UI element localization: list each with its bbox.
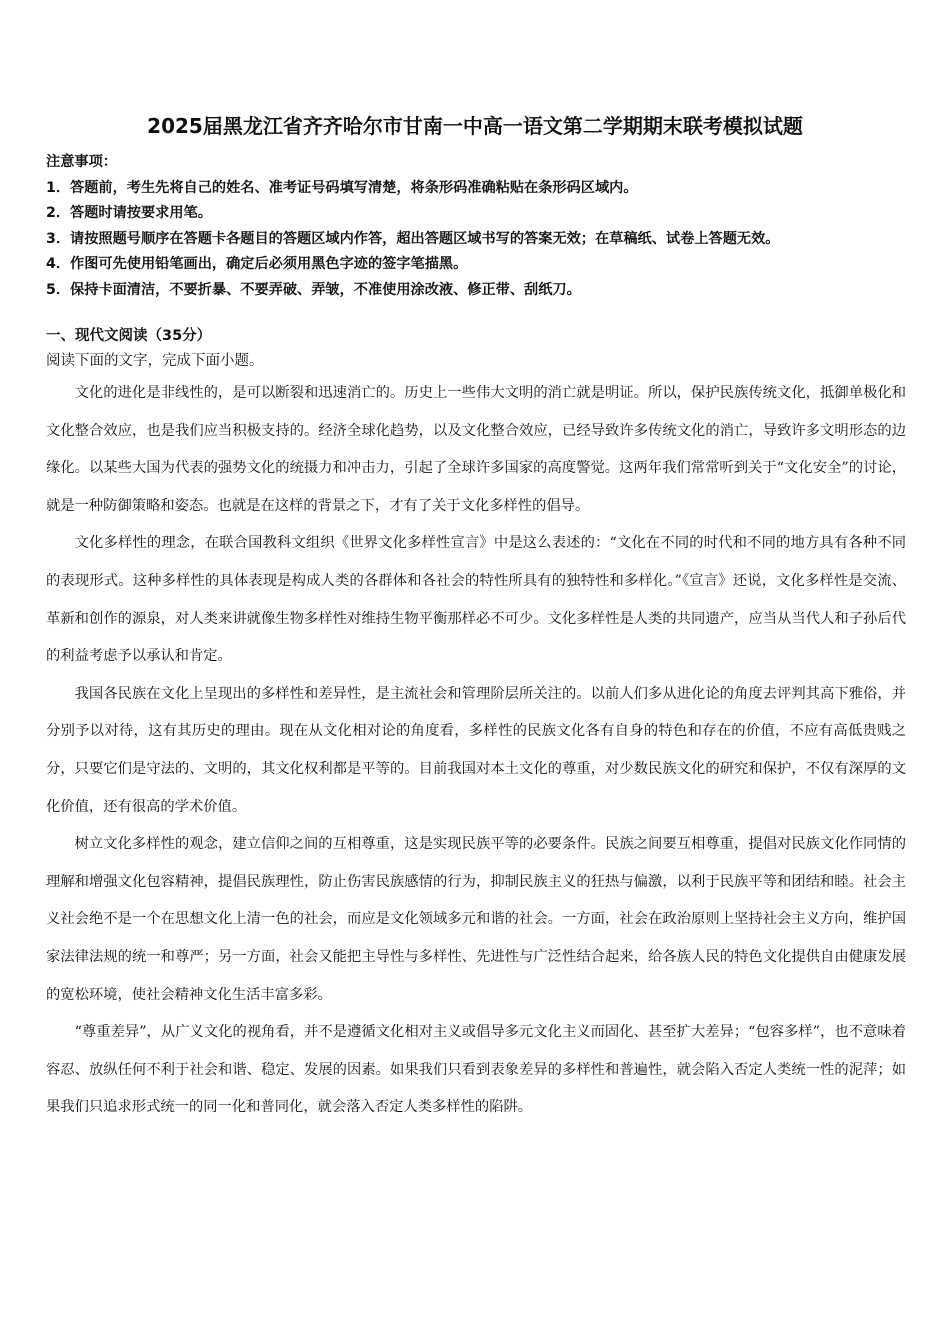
page-title: 2025届黑龙江省齐齐哈尔市甘南一中高一语文第二学期期末联考模拟试题 xyxy=(147,114,803,138)
reading-instruction: 阅读下面的文字，完成下面小题。 xyxy=(46,353,264,369)
notice-item: 4．作图可先使用铅笔画出，确定后必须用黑色字迹的签字笔描黑。 xyxy=(46,256,468,272)
notice-item: 1．答题前，考生先将自己的姓名、准考证号码填写清楚，将条形码准确粘贴在条形码区域内。 xyxy=(46,179,638,196)
passage-paragraph: 我国各民族在文化上呈现出的多样性和差异性，是主流社会和管理阶层所关注的。以前人们多从进化论的角度去评判其高下雅俗，并分别予以对待，这有其历史的理由。现在从文化相对论的角度看，多样性的民族文化各有自身的特色和存在的价值，不应有高低贵贱之分，只要它们是守法的、文明的，其文化权利都是平等的。目前我国对本土文化的尊重，对少数民族文化的研究和保护，不仅有深厚的文化价值，还有很高的学术价值。 xyxy=(46,685,906,815)
notice-item: 5．保持卡面清洁，不要折暴、不要弄破、弄皱，不准使用涂改液、修正带、刮纸刀。 xyxy=(46,281,581,298)
passage-paragraph: 文化的进化是非线性的，是可以断裂和迅速消亡的。历史上一些伟大文明的消亡就是明证。所以，保护民族传统文化，抵御单极化和文化整合效应，也是我们应当积极支持的。经济全球化趋势，以及文化整合效应，已经导致许多传统文化的消亡，导致许多文明形态的边缘化。以某些大国为代表的强势文化的统摄力和冲击力，引起了全球许多国家的高度警觉。这两年我们常常听到关于“文化安全”的讨论，就是一种防御策略和姿态。也就是在这样的背景之下，才有了关于文化多样性的倡导。 xyxy=(46,385,906,514)
passage-paragraph: 文化多样性的理念，在联合国教科文组织《世界文化多样性宣言》中是这么表述的：“文化在不同的时代和不同的地方具有各种不同的表现形式。这种多样性的具体表现是构成人类的各群体和各社会的特性所具有的独特性和多样化。”《宣言》还说，文化多样性是交流、革新和创作的源泉，对人类来讲就像生物多样性对维持生物平衡那样必不可少。文化多样性是人类的共同遗产，应当从当代人和子孙后代的利益考虑予以承认和肯定。 xyxy=(46,535,906,665)
notice-block xyxy=(46,150,916,303)
passage-paragraph: “尊重差异”，从广义文化的视角看，并不是遵循文化相对主义或倡导多元文化主义而固化、甚至扩大差异；“包容多样”，也不意味着容忍、放纵任何不利于社会和谐、稳定、发展的因素。如果我们只看到表象差异的多样性和普遍性，就会陷入否定人类统一性的泥萍；如果我们只追求形式统一的同一化和普同化，就会落入否定人类多样性的陷阱。 xyxy=(46,1024,906,1116)
reading-passage xyxy=(46,375,906,1127)
notice-heading: 注意事项： xyxy=(46,154,117,170)
notice-item: 2．答题时请按要求用笔。 xyxy=(46,205,212,221)
section-heading: 一、现代文阅读（35分） xyxy=(46,328,212,344)
passage-paragraph: 树立文化多样性的观念，建立信仰之间的互相尊重，这是实现民族平等的必要条件。民族之间要互相尊重，提倡对民族文化作同情的理解和增强文化包容精神，提倡民族理性，防止伤害民族感情的行为，抑制民族主义的狂热与偏激，以利于民族平等和团结和睦。社会主义社会绝不是一个在思想文化上清一色的社会，而应是文化领域多元和谐的社会。一方面，社会在政治原则上坚持社会主义方向，维护国家法律法规的统一和尊严；另一方面，社会又能把主导性与多样性、先进性与广泛性结合起来，给各族人民的特色文化提供自由健康发展的宽松环境，使社会精神文化生活丰富多彩。 xyxy=(46,836,906,1003)
notice-item: 3．请按照题号顺序在答题卡各题目的答题区域内作答，超出答题区域书写的答案无效；在草稿纸、试卷上答题无效。 xyxy=(46,230,780,247)
